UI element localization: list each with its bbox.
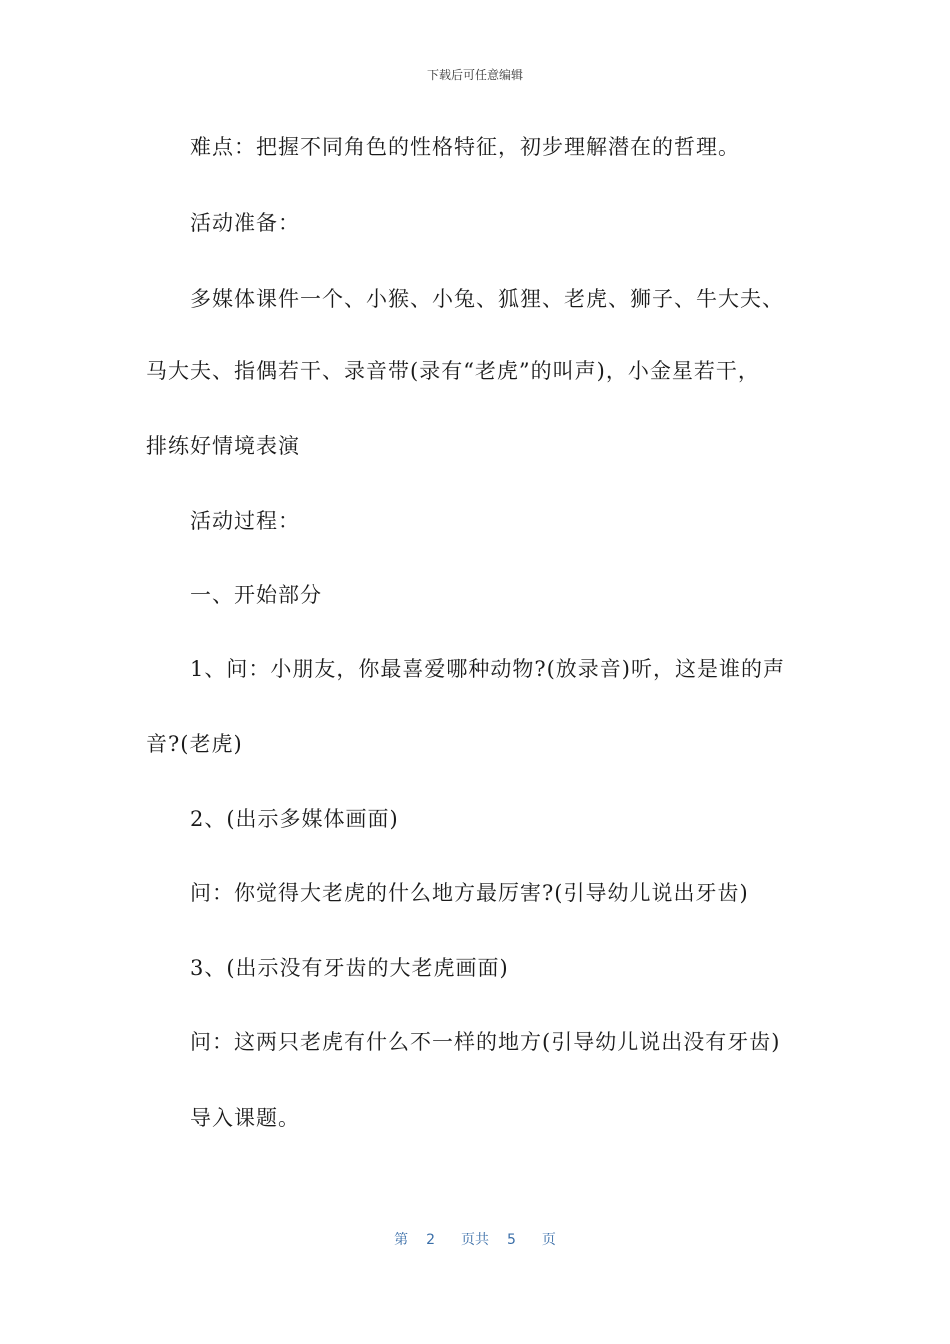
paragraph-preparation-heading: 活动准备：: [190, 211, 300, 235]
page-number-footer: [0, 1229, 950, 1249]
footer-suffix: 页: [541, 1232, 556, 1248]
footer-prefix: 第: [394, 1232, 409, 1248]
paragraph-materials-line-3: 排练好情境表演: [146, 434, 300, 458]
paragraph-materials-line-1: 多媒体课件一个、小猴、小兔、狐狸、老虎、狮子、牛大夫、: [190, 287, 784, 311]
footer-current-page: 2: [426, 1232, 435, 1248]
paragraph-process-heading: 活动过程：: [190, 509, 300, 533]
paragraph-difficulty: 难点：把握不同角色的性格特征，初步理解潜在的哲理。: [190, 135, 740, 159]
paragraph-step-1-line-1: 1、问：小朋友，你最喜爱哪种动物?(放录音)听，这是谁的声: [190, 657, 786, 681]
paragraph-step-2-question: 问：你觉得大老虎的什么地方最厉害?(引导幼儿说出牙齿): [190, 881, 749, 905]
paragraph-section-start: 一、开始部分: [190, 583, 322, 607]
page-header-note: 下载后可任意编辑: [426, 68, 523, 82]
paragraph-step-3-question: 问：这两只老虎有什么不一样的地方(引导幼儿说出没有牙齿): [190, 1030, 781, 1054]
paragraph-materials-line-2: 马大夫、指偶若干、录音带(录有“老虎”的叫声)，小金星若干，: [146, 359, 760, 383]
paragraph-step-2: 2、(出示多媒体画面): [190, 807, 399, 831]
footer-middle: 页共: [461, 1232, 489, 1248]
paragraph-intro-topic: 导入课题。: [190, 1106, 300, 1130]
paragraph-step-1-line-2: 音?(老虎): [146, 732, 243, 756]
paragraph-step-3: 3、(出示没有牙齿的大老虎画面): [190, 956, 509, 980]
footer-total-pages: 5: [507, 1232, 516, 1248]
